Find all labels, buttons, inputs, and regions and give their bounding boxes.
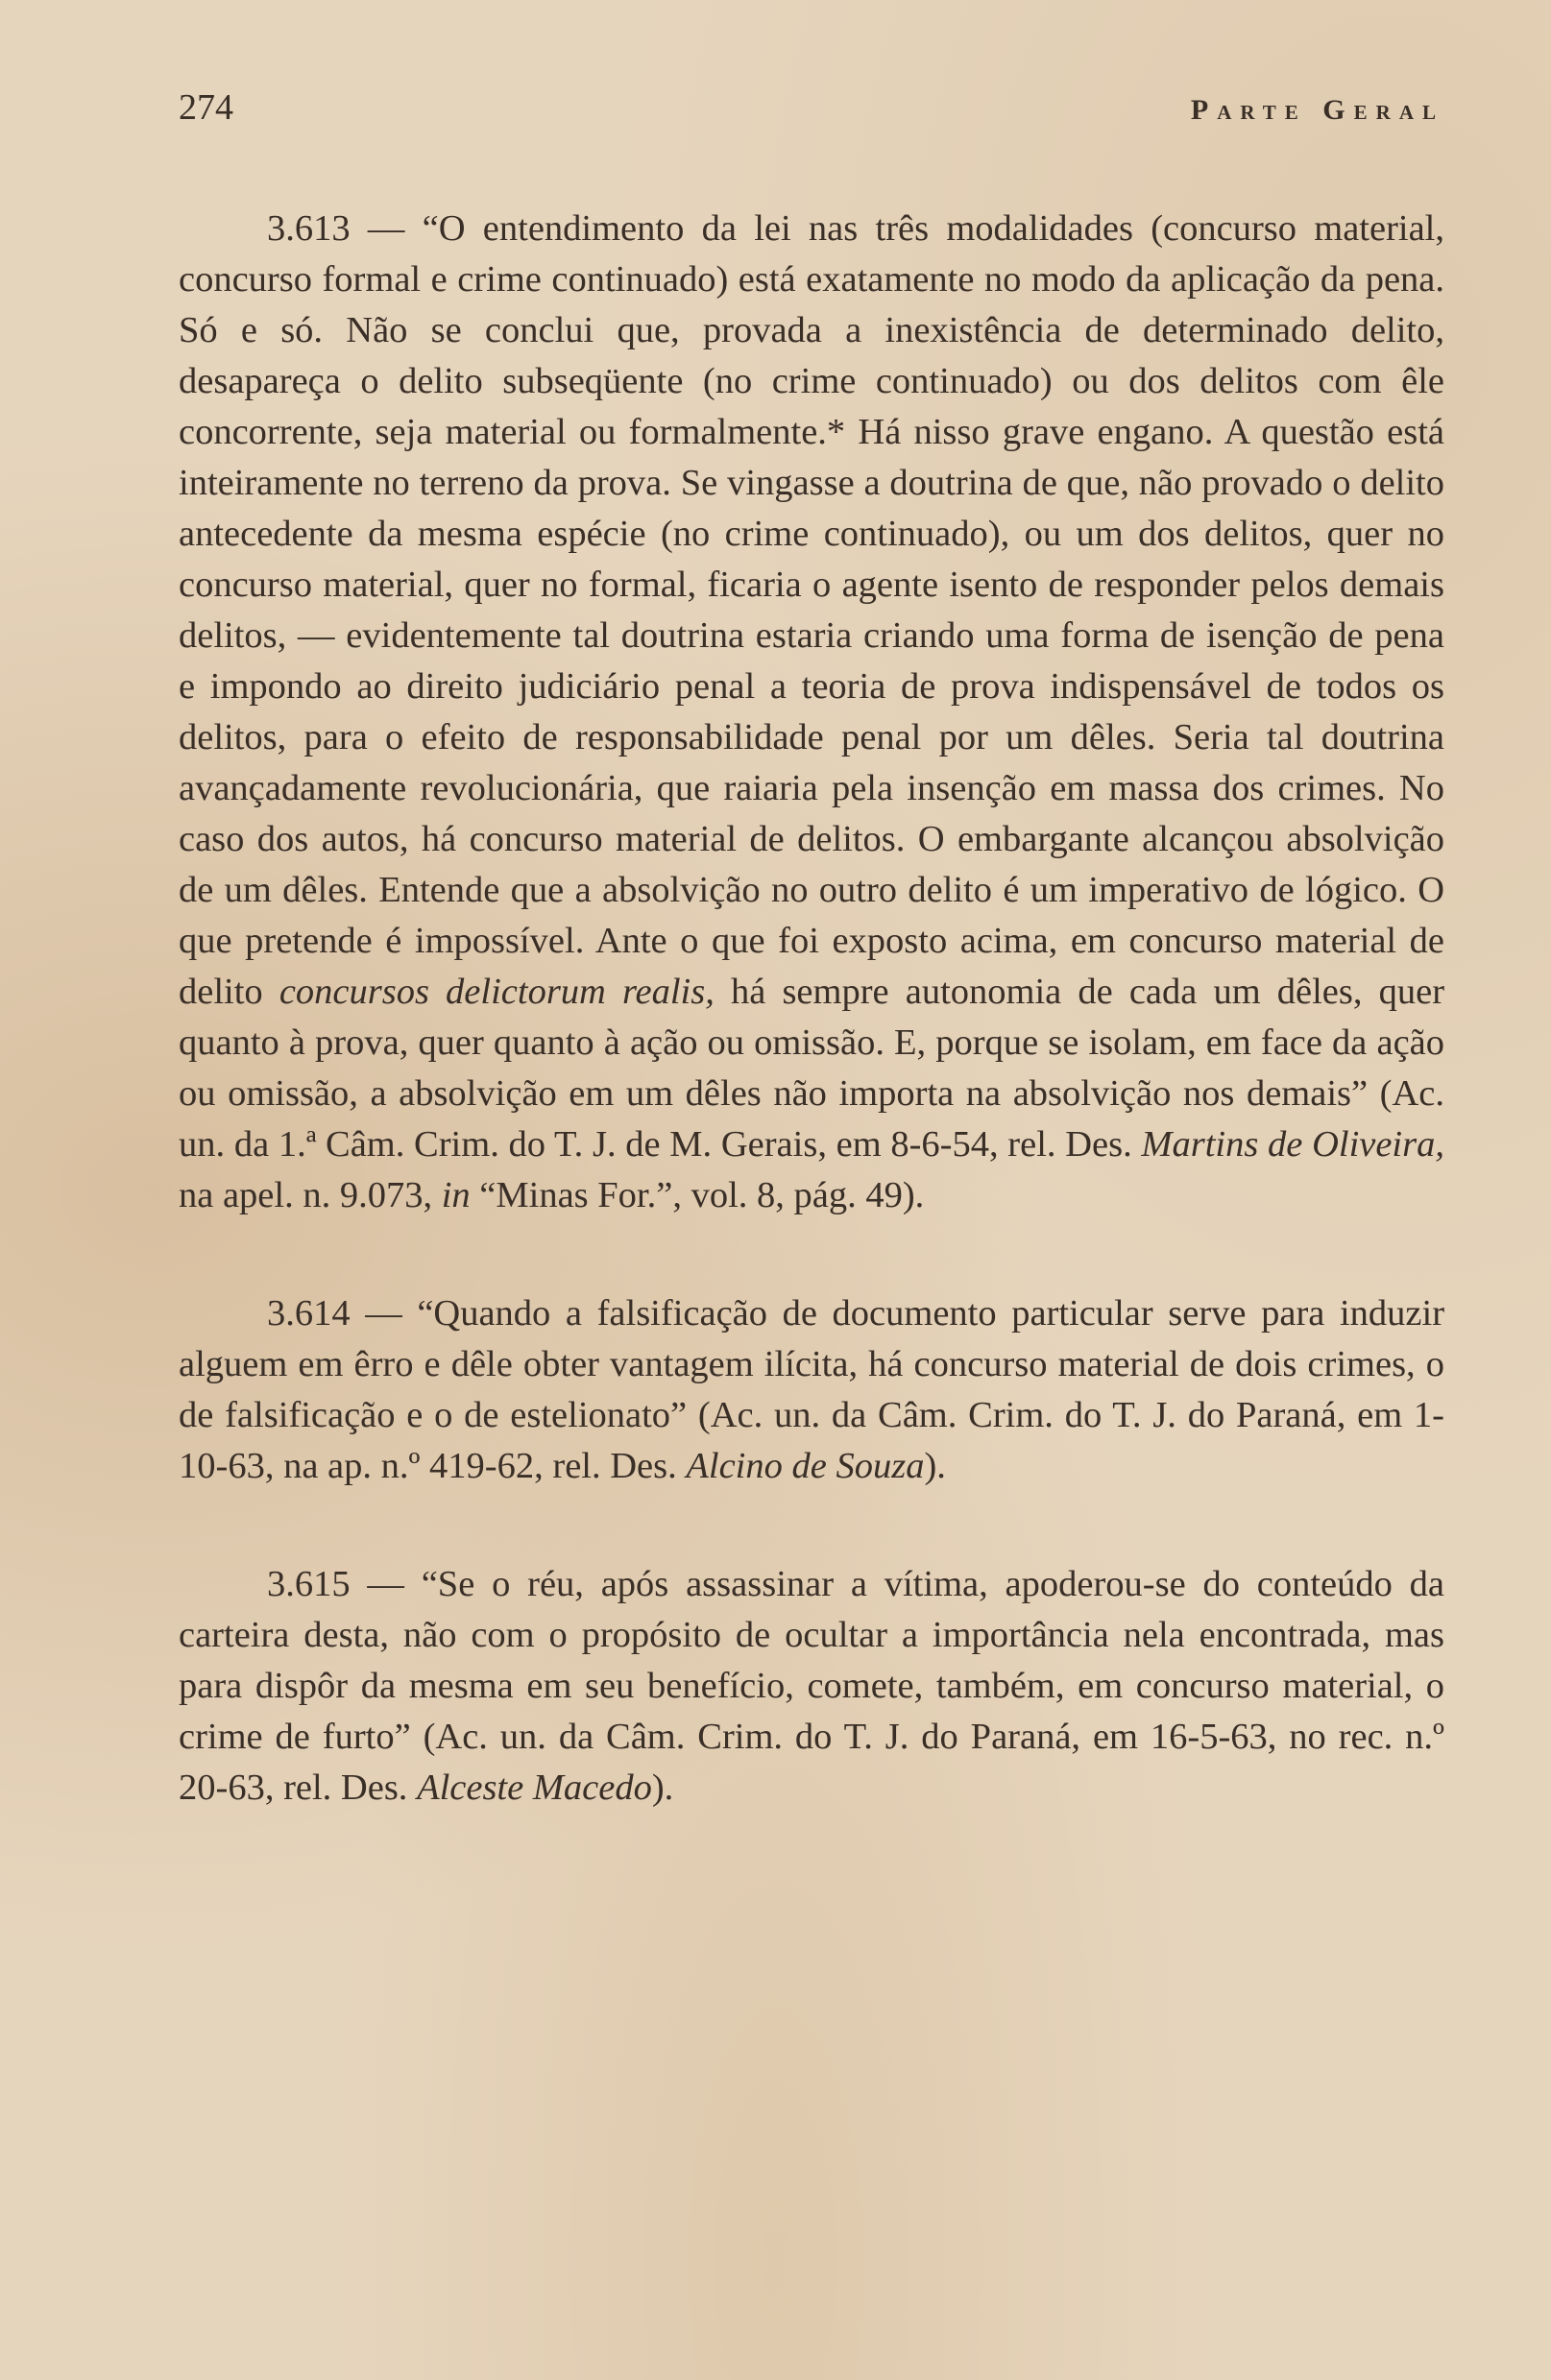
entry-text: ). xyxy=(651,1767,674,1808)
entry-text: — “Se o réu, após assassinar a vítima, apoderou-se do conteúdo da carteira desta, não com o propósito de ocultar a importância nela encontrada, mas para dispôr da mesma em seu benefício, comete, também, em concurso material, o crime de furto” (Ac. un. da Câm. Crim. do T. J. do Paraná, em 16-5-63, no rec. n.º 20-63, rel. Des. xyxy=(179,1564,1445,1808)
entry-italic: concursos delictorum realis, xyxy=(279,972,715,1012)
entry-italic: Martins de Oliveira, xyxy=(1141,1124,1444,1165)
running-head: Parte Geral xyxy=(1190,94,1444,126)
entry-text: “Minas For.”, vol. 8, pág. 49). xyxy=(479,1175,925,1215)
page-number: 274 xyxy=(179,87,233,128)
entry-number: 3.613 xyxy=(267,208,351,249)
entry-text: — “Quando a falsificação de documento particular serve para induzir alguem em êrro e dêle obter vantagem ilícita, há concurso material de dois crimes, o de falsificação e o de estelionato” (Ac. un. da Câm. Crim. do T. J. do Paraná, em 1-10-63, na ap. n.º 419-62, rel. Des. xyxy=(179,1293,1445,1486)
entry-3614 xyxy=(179,1288,1444,1492)
entry-number: 3.615 xyxy=(267,1564,351,1604)
entry-italic: Alcino de Souza xyxy=(686,1446,925,1486)
entry-number: 3.614 xyxy=(267,1293,351,1334)
entry-text: ). xyxy=(924,1446,946,1486)
page-header xyxy=(179,86,1444,144)
entry-italic: Alceste Macedo xyxy=(417,1767,652,1808)
entry-3615 xyxy=(179,1559,1444,1814)
book-page xyxy=(179,86,1444,1851)
entry-3613 xyxy=(179,204,1444,1221)
entry-text: há sempre autonomia de cada um dêles, quer quanto à prova, quer quanto à ação ou omissão. E, porque se isolam, em face da ação ou omissão, a absolvição em um dêles não importa na absolvição nos demais” (Ac. un. da 1.ª Câm. Crim. do T. J. de M. Gerais, em 8-6-54, rel. Des. xyxy=(179,972,1445,1165)
entry-text: na apel. n. 9.073, xyxy=(179,1175,433,1215)
entry-italic: in xyxy=(441,1175,471,1215)
entry-text: — “O entendimento da lei nas três modalidades (concurso material, concurso formal e crime continuado) está exatamente no modo da aplicação da pena. Só e só. Não se conclui que, provada a inexistência de determinado delito, desapareça o delito subseqüente (no crime continuado) ou dos delitos com êle concorrente, seja material ou formalmente.* Há nisso grave engano. A questão está inteiramente no terreno da prova. Se vingasse a doutrina de que, não provado o delito antecedente da mesma espécie (no crime continuado), ou um dos delitos, quer no concurso material, quer no formal, ficaria o agente isento de responder pelos demais delitos, — evidentemente tal doutrina estaria criando uma forma de isenção de pena e impondo ao direito judiciário penal a teoria de prova indispensável de todos os delitos, para o efeito de responsabilidade penal por um dêles. Seria tal doutrina avançadamente revolucionária, que raiaria pela insenção em massa dos crimes. No caso dos autos, há concurso material de delitos. O embargante alcançou absolvição de um dêles. Entende que a absolvição no outro delito é um imperativo de lógico. O que pretende é impossível. Ante o que foi exposto acima, em concurso material de delito xyxy=(179,208,1445,1012)
